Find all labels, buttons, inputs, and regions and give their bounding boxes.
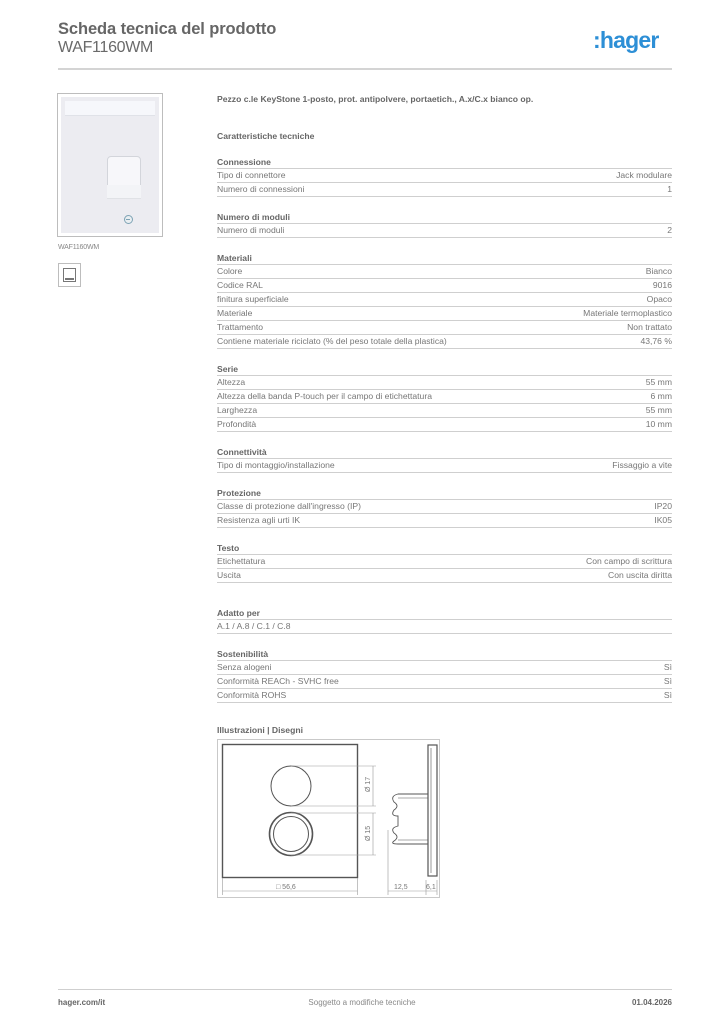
section-title: Adatto per	[217, 607, 672, 620]
spec-value: Fissaggio a vite	[612, 460, 672, 470]
spec-value: Opaco	[646, 294, 672, 304]
section-title: Sostenibilità	[217, 648, 672, 661]
spec-value: Sì	[663, 676, 672, 686]
spec-value: Con uscita diritta	[607, 570, 672, 580]
section-title: Connessione	[217, 156, 672, 169]
section-title: Materiali	[217, 252, 672, 265]
product-description: Pezzo c.le KeyStone 1-posto, prot. antipolvere, portaetich., A.x/C.x bianco op.	[217, 94, 534, 104]
spec-value: 6 mm	[650, 391, 672, 401]
section-serie	[217, 363, 672, 432]
spec-value: Materiale termoplastico	[583, 308, 672, 318]
spec-label: Materiale	[217, 308, 253, 318]
section-numero-moduli	[217, 211, 672, 238]
dust-shutter	[107, 185, 141, 199]
spec-row	[217, 620, 672, 634]
spec-row	[217, 279, 672, 293]
section-connessione	[217, 156, 672, 197]
section-title: Numero di moduli	[217, 211, 672, 224]
hager-logo: :hager	[593, 27, 659, 53]
spec-row	[217, 224, 672, 238]
spec-row	[217, 675, 672, 689]
spec-row	[217, 376, 672, 390]
spec-value: 9016	[652, 280, 672, 290]
illustrations-title: Illustrazioni | Disegni	[217, 725, 303, 735]
spec-row	[217, 335, 672, 349]
section-connettivita	[217, 446, 672, 473]
spec-value: 1	[667, 184, 672, 194]
product-image	[57, 93, 163, 237]
product-code: WAF1160WM	[58, 39, 154, 56]
spec-row	[217, 689, 672, 703]
spec-value: Con campo di scrittura	[586, 556, 672, 566]
section-title: Protezione	[217, 487, 672, 500]
spec-label: Codice RAL	[217, 280, 263, 290]
spec-row	[217, 390, 672, 404]
spec-row	[217, 169, 672, 183]
spec-value: Non trattato	[627, 322, 672, 332]
spec-row	[217, 183, 672, 197]
spec-row	[217, 418, 672, 432]
section-testo	[217, 542, 672, 583]
spec-label: Numero di moduli	[217, 225, 285, 235]
header-divider	[58, 68, 672, 70]
spec-row	[217, 569, 672, 583]
section-sostenibilita	[217, 648, 672, 703]
section-protezione	[217, 487, 672, 528]
dim-width: □ 56,6	[276, 884, 296, 891]
image-caption: WAF1160WM	[58, 244, 99, 251]
footer-date: 01.04.2026	[631, 998, 672, 1007]
spec-row	[217, 661, 672, 675]
spec-label: Trattamento	[217, 322, 264, 332]
spec-label: Contiene materiale riciclato (% del peso totale della plastica)	[217, 336, 447, 346]
spec-label: Senza alogeni	[217, 662, 272, 672]
section-title: Serie	[217, 363, 672, 376]
technical-drawing	[217, 739, 440, 898]
spec-value: Sì	[663, 662, 672, 672]
spec-row	[217, 293, 672, 307]
dim-hole-top: Ø 17	[365, 776, 372, 792]
spec-label: Tipo di montaggio/installazione	[217, 460, 335, 470]
spec-label: finitura superficiale	[217, 294, 289, 304]
section-title: Testo	[217, 542, 672, 555]
spec-value: IP20	[654, 501, 672, 511]
spec-label: Profondità	[217, 419, 257, 429]
characteristics-title: Caratteristiche tecniche	[217, 131, 315, 141]
keystone-socket-icon	[58, 263, 81, 287]
footer-divider	[58, 989, 672, 990]
label-holder	[65, 101, 155, 116]
spec-value: 2	[667, 225, 672, 235]
footer-notice: Soggetto a modifiche tecniche	[308, 998, 416, 1007]
page-title: Scheda tecnica del prodotto	[58, 20, 277, 38]
spec-row	[217, 500, 672, 514]
spec-row	[217, 459, 672, 473]
spec-value: IK05	[654, 515, 672, 525]
spec-row	[217, 555, 672, 569]
section-materiali	[217, 252, 672, 349]
spec-label: Colore	[217, 266, 243, 276]
spec-value: 55 mm	[645, 405, 672, 415]
spec-row	[217, 514, 672, 528]
section-adatto-per	[217, 607, 672, 634]
spec-value: Sì	[663, 690, 672, 700]
section-title: Connettività	[217, 446, 672, 459]
spec-content	[217, 92, 672, 735]
dim-depth-rear: 12,5	[394, 884, 408, 891]
spec-row	[217, 265, 672, 279]
spec-label: Numero di connessioni	[217, 184, 305, 194]
spec-row	[217, 321, 672, 335]
spec-label: Conformità REACh - SVHC free	[217, 676, 339, 686]
spec-value: 55 mm	[645, 377, 672, 387]
spec-value: Bianco	[645, 266, 672, 276]
spec-label: Tipo di connettore	[217, 170, 286, 180]
spec-row	[217, 307, 672, 321]
spec-value: 43,76 %	[640, 336, 672, 346]
spec-row	[217, 404, 672, 418]
spec-label: Uscita	[217, 570, 241, 580]
spec-label: Classe di protezione dall'ingresso (IP)	[217, 501, 361, 511]
spec-label: Resistenza agli urti IK	[217, 515, 301, 525]
dim-hole-bottom: Ø 15	[365, 825, 372, 841]
dim-depth-front: 6,1	[426, 884, 436, 891]
spec-label: Etichettatura	[217, 556, 266, 566]
spec-label: Altezza della banda P-touch per il campo di etichettatura	[217, 391, 432, 401]
spec-label: Altezza	[217, 377, 246, 387]
spec-value: 10 mm	[645, 419, 672, 429]
footer-website-link[interactable]: hager.com/it	[58, 998, 106, 1007]
dimension-drawing	[218, 740, 441, 899]
spec-label: Conformità ROHS	[217, 690, 287, 700]
spec-label: Larghezza	[217, 405, 258, 415]
spec-value: Jack modulare	[616, 170, 672, 180]
spec-value: A.1 / A.8 / C.1 / C.8	[217, 621, 291, 631]
screw-icon	[124, 215, 133, 224]
